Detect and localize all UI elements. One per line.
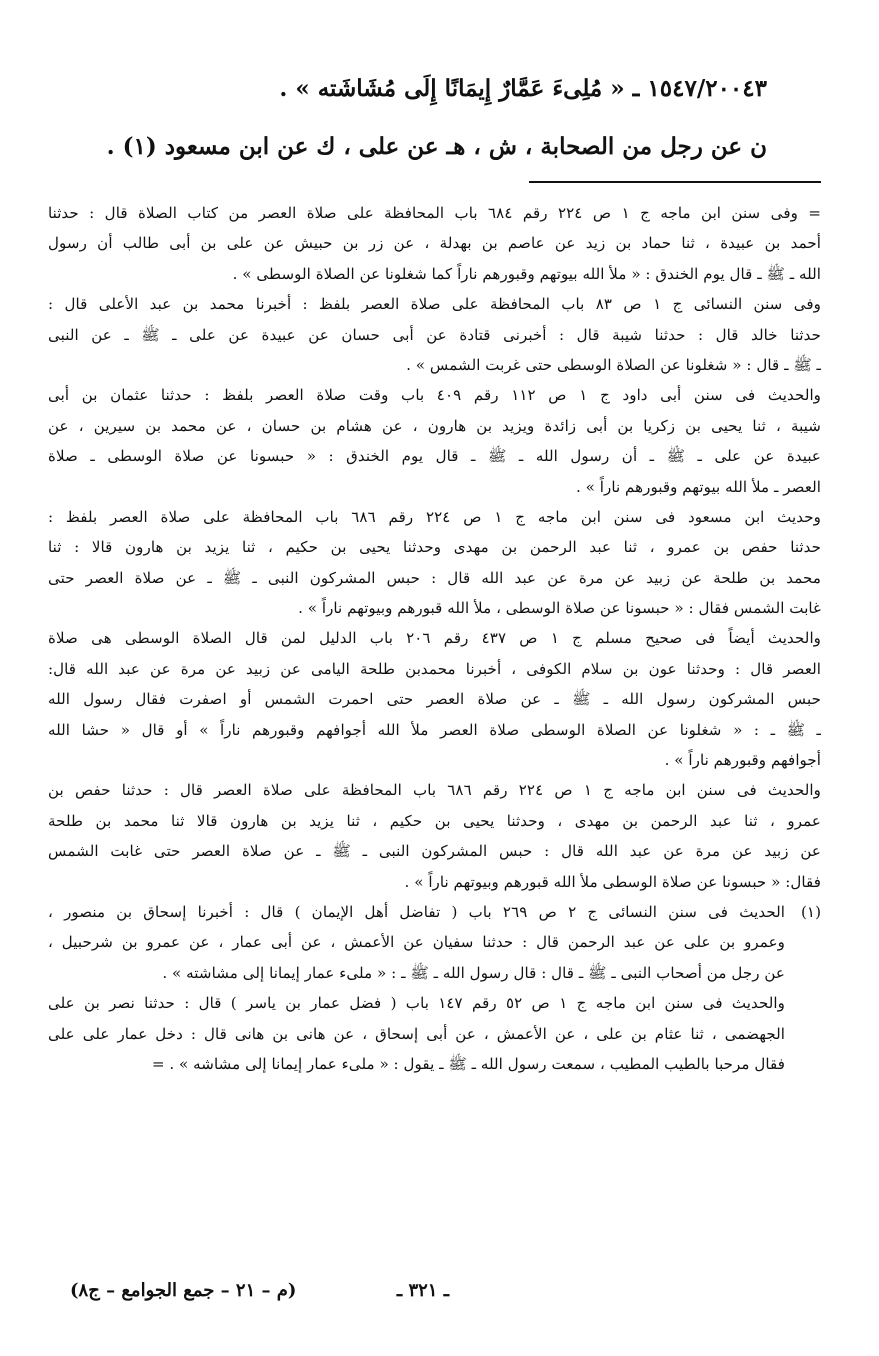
note-line: = وفى سنن ابن ماجه ج ١ ص ٢٢٤ رقم ٦٨٤ باب المحافظة على صلاة العصر من كتاب الصلاة قال : حدثنا — [48, 204, 821, 222]
page-number: ـ ٣٢١ ـ — [396, 1280, 449, 1301]
note-line: عن زبيد عن مرة عن عبد الله قال : حبس المشركون النبى ـ ﷺ ـ عن صلاة العصر حتى غابت الشمس — [48, 842, 821, 861]
footnote-line: الحديث فى سنن النسائى ج ٢ ص ٢٦٩ باب ( تفاضل أهل الإيمان ) قال : أخبرنا إسحاق بن منصور ، — [48, 902, 785, 921]
note-line: وفى سنن النسائى ج ١ ص ٨٣ باب المحافظة على صلاة العصر بلفظ : أخبرنا محمد بن عبد الأعلى قال : — [48, 295, 821, 314]
note-line: حدثنا حفص بن عمرو ، ثنا عبد الرحمن بن مهدى وحدثنا يحيى بن حكيم ، ثنا يزيد بن هارون قالا : ثنا — [48, 538, 821, 557]
hadith-sources: ن عن رجل من الصحابة ، ش ، هـ عن على ، ك عن ابن مسعود (١) . — [106, 133, 767, 160]
source-reference: (م – ٢١ – جمع الجوامع – ج٨) — [70, 1280, 297, 1301]
footnotes — [48, 198, 821, 1079]
note-line: والحديث فى سنن أبى داود ج ١ ص ١١٢ رقم ٤٠٩ باب وقت صلاة العصر بلفظ : حدثنا عثمان بن أبى — [48, 386, 821, 405]
footnote-1 — [48, 897, 821, 1079]
footnote-line: عن رجل من أصحاب النبى ـ ﷺ ـ قال : قال رسول الله ـ ﷺ ـ : « ملىء عمار إيمانا إلى مشاشته » . — [162, 963, 785, 982]
note-line: العصر ـ ملأ الله بيوتهم وقبورهم ناراً » . — [575, 477, 821, 496]
note-line: أحمد بن عبيدة ، ثنا حماد بن زيد عن عاصم بن بهدلة ، عن زر بن حبيش عن على بن أبى طالب أن رسول — [48, 234, 821, 253]
note-line: وحديث ابن مسعود فى سنن ابن ماجه ج ١ ص ٢٢٤ رقم ٦٨٦ باب المحافظة على صلاة العصر بلفظ : — [48, 507, 821, 526]
hadith-text: ١٥٤٧/٢٠٠٤٣ ـ « مُلِىءَ عَمَّارٌ إِيمَانًا إِلَى مُشَاشَته » . — [279, 75, 767, 102]
footnote-line: الجهضمى ، ثنا عثام بن على ، عن الأعمش ، عن أبى إسحاق ، عن هانى بن هانى قال : دخل عمار على على — [48, 1024, 785, 1043]
note-line: محمد بن طلحة عن زبيد عن مرة عن عبد الله قال : حبس المشركون النبى ـ ﷺ ـ عن صلاة العصر حتى — [48, 568, 821, 587]
note-line: فقال: « حبسونا عن صلاة الوسطى ملأ الله قبورهم وبيوتهم ناراً » . — [404, 872, 821, 891]
note-line: والحديث فى سنن ابن ماجه ج ١ ص ٢٢٤ رقم ٦٨٦ باب المحافظة على صلاة العصر قال : حدثنا حفص بن — [48, 781, 821, 800]
footnote-number: (١) — [800, 902, 821, 921]
note-line: الله ـ ﷺ ـ قال يوم الخندق : « ملأ الله بيوتهم وقبورهم ناراً كما شغلونا عن الصلاة الوسطى » . — [232, 264, 821, 283]
note-line: حدثنا خالد قال : حدثنا شيبة قال : أخبرنى قتادة عن أبى حسان عن عبيدة عن على ـ ﷺ ـ عن النبى — [48, 325, 821, 344]
footnote-separator — [529, 181, 821, 183]
note-line: غابت الشمس فقال : « حبسونا عن صلاة الوسطى ، ملأ الله قبورهم وبيوتهم ناراً » . — [298, 599, 821, 618]
footnote-line: والحديث فى سنن ابن ماجه ج ١ ص ٥٢ رقم ١٤٧ باب ( فضل عمار بن ياسر ) قال : حدثنا نصر بن على — [48, 994, 785, 1013]
note-line: ـ ﷺ ـ : « شغلونا عن الصلاة الوسطى صلاة العصر ملأ الله أجوافهم وقبورهم ناراً » أو قال « حشا الله — [48, 720, 821, 739]
footnote-line: وعمرو بن على عن عبد الرحمن قال : حدثنا سفيان عن الأعمش ، عن أبى عمار ، عن عمرو بن شرحبيل ، — [48, 933, 785, 952]
note-line: والحديث أيضاً فى صحيح مسلم ج ١ ص ٤٣٧ رقم ٢٠٦ باب الدليل لمن قال الصلاة الوسطى هى صلاة — [48, 629, 821, 648]
note-line: عمرو ، ثنا عبد الرحمن بن مهدى ، وحدثنا يحيى بن حكيم ، ثنا يزيد بن هارون قالا ثنا محمد بن طلحة — [48, 811, 821, 830]
note-line: ـ ﷺ ـ قال : « شغلونا عن الصلاة الوسطى حتى غربت الشمس » . — [406, 355, 821, 374]
note-line: عبيدة عن على ـ ﷺ ـ أن رسول الله ـ ﷺ ـ قال يوم الخندق : « حبسونا عن صلاة الوسطى ـ صلاة — [48, 447, 821, 466]
footnote-line: فقال مرحبا بالطيب المطيب ، سمعت رسول الله ـ ﷺ ـ يقول : « ملىء عمار إيمانا إلى مشاشه » . = — [151, 1054, 785, 1073]
page-footer — [70, 1276, 769, 1306]
note-line: شيبة ، ثنا يحيى بن زكريا بن أبى زائدة ويزيد بن هارون ، عن هشام بن حسان ، عن محمد بن سيرين ، عن — [48, 416, 821, 435]
note-line: أجوافهم وقبورهم ناراً » . — [664, 751, 821, 770]
note-line: العصر قال : وحدثنا عون بن سلام الكوفى ، أخبرنا محمدبن طلحة اليامى عن زبيد عن مرة عن عبد الله قال: — [48, 659, 821, 678]
note-line: حبس المشركون رسول الله ـ ﷺ ـ عن صلاة العصر حتى احمرت الشمس أو اصفرت فقال رسول الله — [48, 690, 821, 709]
